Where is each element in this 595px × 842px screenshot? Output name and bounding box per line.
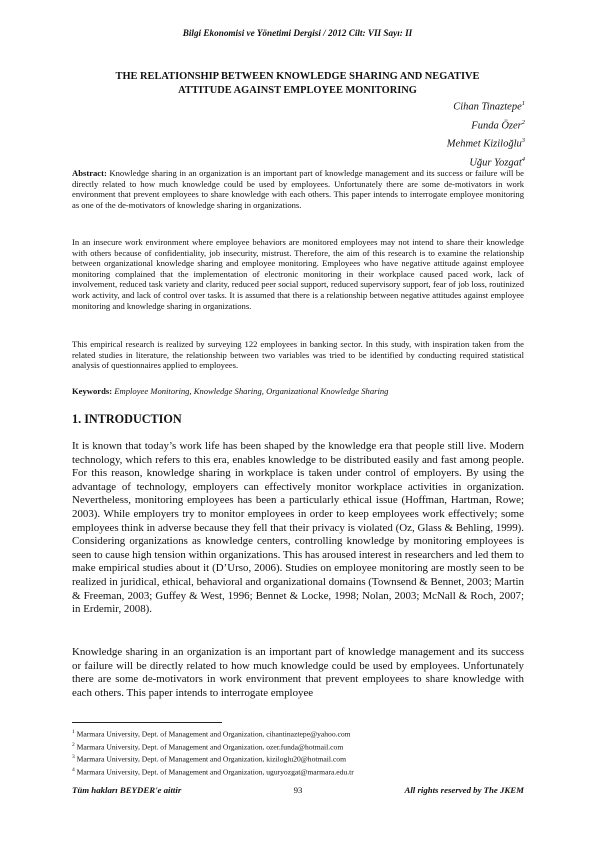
title-line-1: THE RELATIONSHIP BETWEEN KNOWLEDGE SHARING AND NEGATIVE	[115, 71, 480, 82]
journal-header: Bilgi Ekonomisi ve Yönetimi Dergisi / 2012 Cilt: VII Sayı: II	[182, 28, 413, 38]
author-2: Funda Özer$^2$	[471, 118, 525, 131]
section-heading: 1. INTRODUCTION	[72, 412, 182, 426]
author-4: Uğur Yozgat$^4$	[469, 155, 525, 168]
page-number: 93	[293, 785, 303, 795]
title-line-2: ATTITUDE AGAINST EMPLOYEE MONITORING	[178, 85, 417, 96]
footer-rights-tr: Tüm hakları BEYDER'e aittir	[72, 785, 182, 795]
paper-title	[60, 70, 535, 98]
footnote-3: $^3$ Marmara University, Dept. of Management and Organization, kiziloglu20@hotmail.com	[72, 754, 346, 764]
abstract-paragraph-3: This empirical research is realized by surveying 122 employees in banking sector. In this study, with inspiration taken from the related studies in literature, the relationship between two variables was tried to be identified by conducting required statistical analysis of questionnaires applied to employees.	[72, 339, 524, 371]
abstract-paragraph-2: In an insecure work environment where employee behaviors are monitored employees may not intend to share their knowledge with others because of confidentiality, job insecurity, mistrust. Therefore, the aim of this research is to examine the relationship between organizational knowledge sharing and employee monitoring. Employees who have negative attitude against employee monitoring complained that the implementation of electronic monitoring in their workplace caused paced work, lack of involvement, reduced task variety and clarity, reduced peer social support, reduced supervisory support, fear of job loss, routinized work activity, and lack of control over tasks. It is assumed that there is a relationship between negative attitudes against employee monitoring and knowledge sharing in organizations.	[72, 237, 524, 311]
keywords-label: Keywords:	[72, 386, 113, 396]
keywords: Keywords: Employee Monitoring, Knowledge Sharing, Organizational Knowledge Sharing	[72, 386, 389, 396]
intro-paragraph-2: Knowledge sharing in an organization is an important part of knowledge management and its success or failure will be directly related to how much knowledge could be used by employees. Unfortunately there are some de-motivators in work environment that prevent employees to share knowledge with each others. This paper intends to interrogate employee	[72, 646, 524, 699]
author-1: Cihan Tinaztepe$^1$	[453, 100, 525, 113]
footnote-4: $^4$ Marmara University, Dept. of Management and Organization, uguryozgat@marmara.edu.tr	[72, 766, 354, 777]
footer-rights-en: All rights reserved by The JKEM	[404, 785, 524, 795]
author-3: Mehmet Kiziloğlu$^3$	[446, 137, 525, 150]
footnotes	[72, 727, 354, 777]
footnote-rule	[72, 722, 222, 723]
intro-paragraph-1: It is known that today’s work life has been shaped by the knowledge era that people still live. Modern technology, which refers to this era, enables knowledge to be distributed easily and fast among people. For this reason, knowledge sharing in workplace is taken under control of employers. By using the advantage of technology, employers can effectively monitor workplace activities in organization. Nevertheless, monitoring employees has been a particularly ethical issue (Hoffman, Hartman, Rowe; 2003). While employers try to monitor employees in order to keep employees work effectively; some employees think in adverse because they fell that their privacy is violated (Oz, Glass & Behling, 1999). Considering organizations as knowledge centers, controlling knowledge by monitoring employees is seen to cause high tension within organizations. This has aroused interest in researchers and led them to make empirical studies about it (D’Urso, 2006). Studies on employee monitoring are mostly seen to be realized in juridical, ethical, behavioral and organizational domains (Townsend & Bennet, 2003; Martin & Freeman, 2003; Guffey & West, 1996; Bennet & Locke, 1998; Nolan, 2003; McNall & Roch, 2007; in Erdemir, 2008).	[72, 440, 524, 616]
abstract-label: Abstract:	[72, 168, 107, 178]
footnote-2: $^2$ Marmara University, Dept. of Management and Organization, ozer.funda@hotmail.com	[72, 741, 344, 752]
abstract-paragraph-1: Abstract: Knowledge sharing in an organization is an important part of knowledge management and its success or failure will be directly related to how much knowledge could be used by employees. Unfortunately there are some de-motivators in work environment that prevent employees to share knowledge with each others. This paper intends to interrogate employee monitoring as one of the de-motivators of knowledge sharing in organizations.	[72, 168, 524, 210]
footnote-1: $^1$ Marmara University, Dept. of Management and Organization, cihantinaztepe@yahoo.com	[72, 729, 351, 739]
author-list	[447, 96, 525, 170]
